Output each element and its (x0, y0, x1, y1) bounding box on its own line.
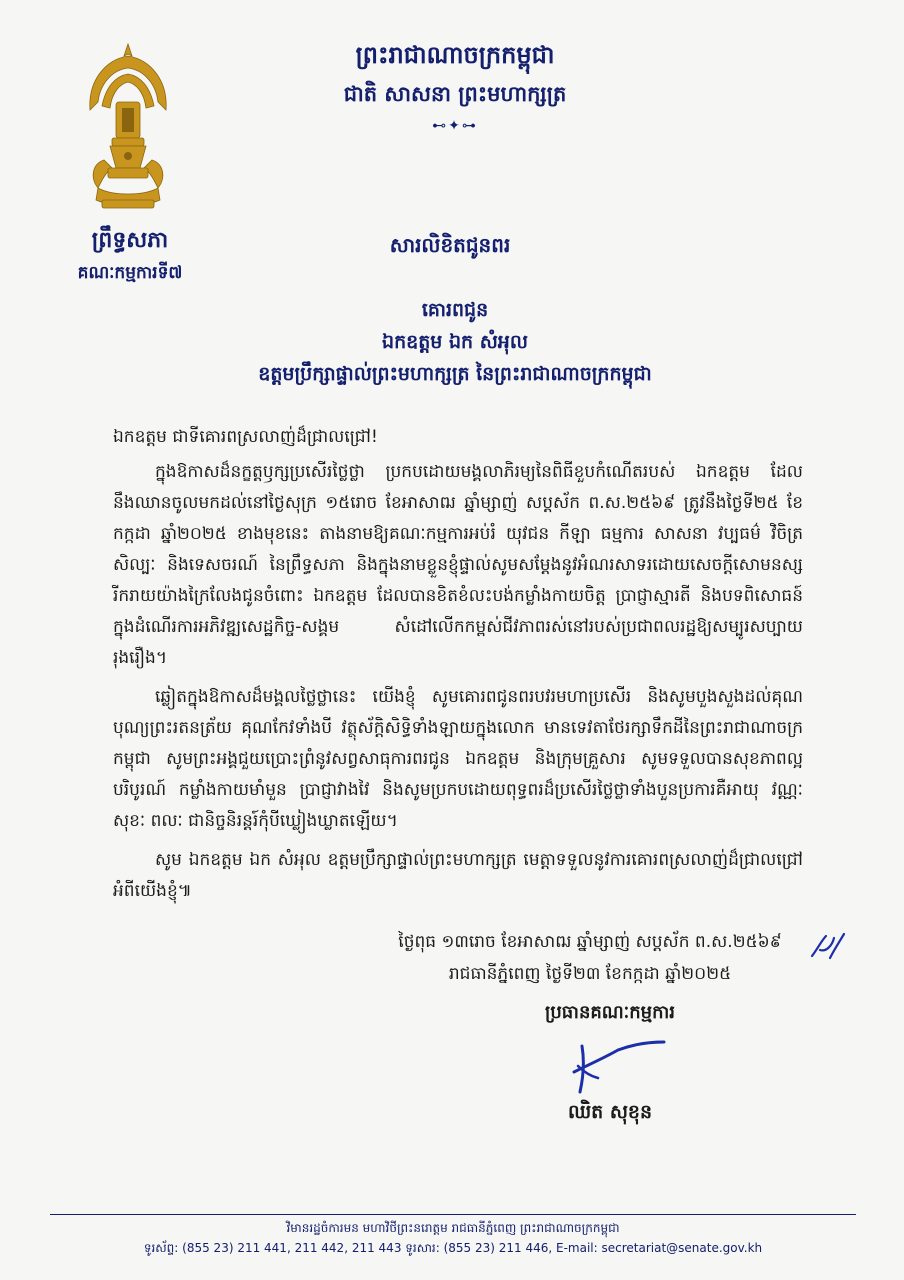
salutation: ឯកឧត្តម ជាទីគោរពស្រលាញ់ដ៏ជ្រាលជ្រៅ! (113, 427, 378, 447)
national-motto: ជាតិ សាសនា ព្រះមហាក្សត្រ (343, 82, 567, 106)
sender-department: គណៈកម្មការទី៧ (77, 263, 183, 283)
signer-title: ប្រធានគណៈកម្មការ (545, 1002, 675, 1023)
body-paragraph: ឆ្លៀតក្នុងឱកាសដ៏មង្គលថ្លៃថ្លានេះ យើងខ្ញុំ សូមគោរពជូនពរបវរមហាប្រសើរ និងសូមបួងសួងដល់គុណបុណ្យព្រះរតនត្រ័យ គុណកែវទាំងបី វត្ថុស័ក្តិសិទ្ធិទាំងឡាយក្នុងលោក មានទេវតាថែរក្សាទឹកដីនៃព្រះរាជាណាចក្រកម្ពុជា សូមព្រះអង្គជួយប្រោះព្រំនូវសព្វសាធុការពរជូន ឯកឧត្តម និងក្រុមគ្រួសារ សូមទទួលបានសុខភាពល្អបរិបូរណ៍ កម្លាំងកាយមាំមួន ប្រាជ្ញាវាងវៃ និងសូមប្រកបដោយពុទ្ធពរដ៏ប្រសើរថ្លៃថ្លាទាំងបួនប្រការគឺអាយុ វណ្ណៈ សុខៈ ពលៈ ជានិច្ចនិរន្តរ៍កុំបីឃ្លៀងឃ្លាតឡើយ។ (113, 687, 803, 831)
handwritten-signature-icon (560, 1036, 670, 1096)
sender-block (40, 226, 220, 287)
date-block (370, 926, 810, 990)
lunar-date: ថ្ងៃពុធ ១៣រោច ខែអាសាឍ ឆ្នាំម្សាញ់ សប្តស័ក ព.ស.២៥៦៩ (398, 932, 782, 952)
recipient-salutation-line: គោរពជូន (421, 299, 489, 321)
document-title: សារលិខិតជូនពរ (389, 233, 511, 257)
footer (40, 1218, 866, 1258)
recipient-block (90, 294, 820, 390)
footer-address: វិមានរដ្ឋចំការមន មហាវិថីព្រះនរោត្តម រាជធានីភ្នំពេញ ព្រះរាជាណាចក្រកម្ពុជា (286, 1221, 620, 1235)
body-paragraph: សូម ឯកឧត្តម ឯក សំអុល ឧត្តមប្រឹក្សាផ្ទាល់ព្រះមហាក្សត្រ មេត្តាទទួលនូវការគោរពស្រលាញ់ដ៏ជ្រាលជ្រៅ អំពីយើងខ្ញុំ៕ (113, 850, 803, 901)
footer-contact: ទូរស័ព្ទ: (855 23) 211 441, 211 442, 211 443 ទូរសារ: (855 23) 211 446, E-mail: secretariat@senate.gov.kh (143, 1241, 763, 1255)
sender-organization: ព្រឹទ្ធសភា (91, 228, 169, 253)
ornament-divider-icon: ⊷✦⊶ (432, 118, 478, 134)
recipient-position: ឧត្តមប្រឹក្សាផ្ទាល់ព្រះមហាក្សត្រ នៃព្រះរាជាណាចក្រកម្ពុជា (258, 363, 652, 385)
letter-body (113, 422, 803, 915)
handwritten-initials-icon (808, 930, 848, 964)
footer-divider (50, 1214, 856, 1215)
royal-emblem-icon (82, 40, 174, 215)
signer-name: ឈិត សុខុន (567, 1101, 653, 1123)
body-paragraph: ក្នុងឱកាសដ៏នក្ខត្តឫក្សប្រសើរថ្លៃថ្លា ប្រកបដោយមង្គលាភិរម្យនៃពិធីខួបកំណើតរបស់ ឯកឧត្តម ដែលនឹងឈានចូលមកដល់នៅថ្ងៃសុក្រ ១៥រោច ខែអាសាឍ ឆ្នាំម្សាញ់ សប្តស័ក ព.ស.២៥៦៩ ត្រូវនឹងថ្ងៃទី២៥ ខែកក្កដា ឆ្នាំ២០២៥ ខាងមុខនេះ តាងនាមឱ្យគណៈកម្មការអប់រំ យុវជន កីឡា ធម្មការ សាសនា វប្បធម៌ វិចិត្រសិល្បៈ និងទេសចរណ៍ នៃព្រឹទ្ធសភា និងក្នុងនាមខ្លួនខ្ញុំផ្ទាល់សូមសម្តែងនូវអំណរសាទរដោយសេចក្តីសោមនស្សរីករាយយ៉ាងក្រៃលែងជូនចំពោះ ឯកឧត្តម ដែលបានខិតខំលះបង់កម្លាំងកាយចិត្ត ប្រាជ្ញាស្មារតី និងបទពិសោធន៍ ក្នុងដំណើរការអភិវឌ្ឍសេដ្ឋកិច្ច-សង្គម សំដៅលើកកម្ពស់ជីវភាពរស់នៅរបស់ប្រជាពលរដ្ឋឱ្យសម្បូរសប្បាយរុងរឿង។ (113, 462, 803, 668)
kingdom-header (290, 40, 620, 134)
recipient-name: ឯកឧត្តម ឯក សំអុល (382, 331, 528, 353)
solar-date: រាជធានីភ្នំពេញ ថ្ងៃទី២៣ ខែកក្កដា ឆ្នាំ២០២៥ (448, 964, 732, 984)
kingdom-name: ព្រះរាជាណាចក្រកម្ពុជា (355, 41, 555, 69)
